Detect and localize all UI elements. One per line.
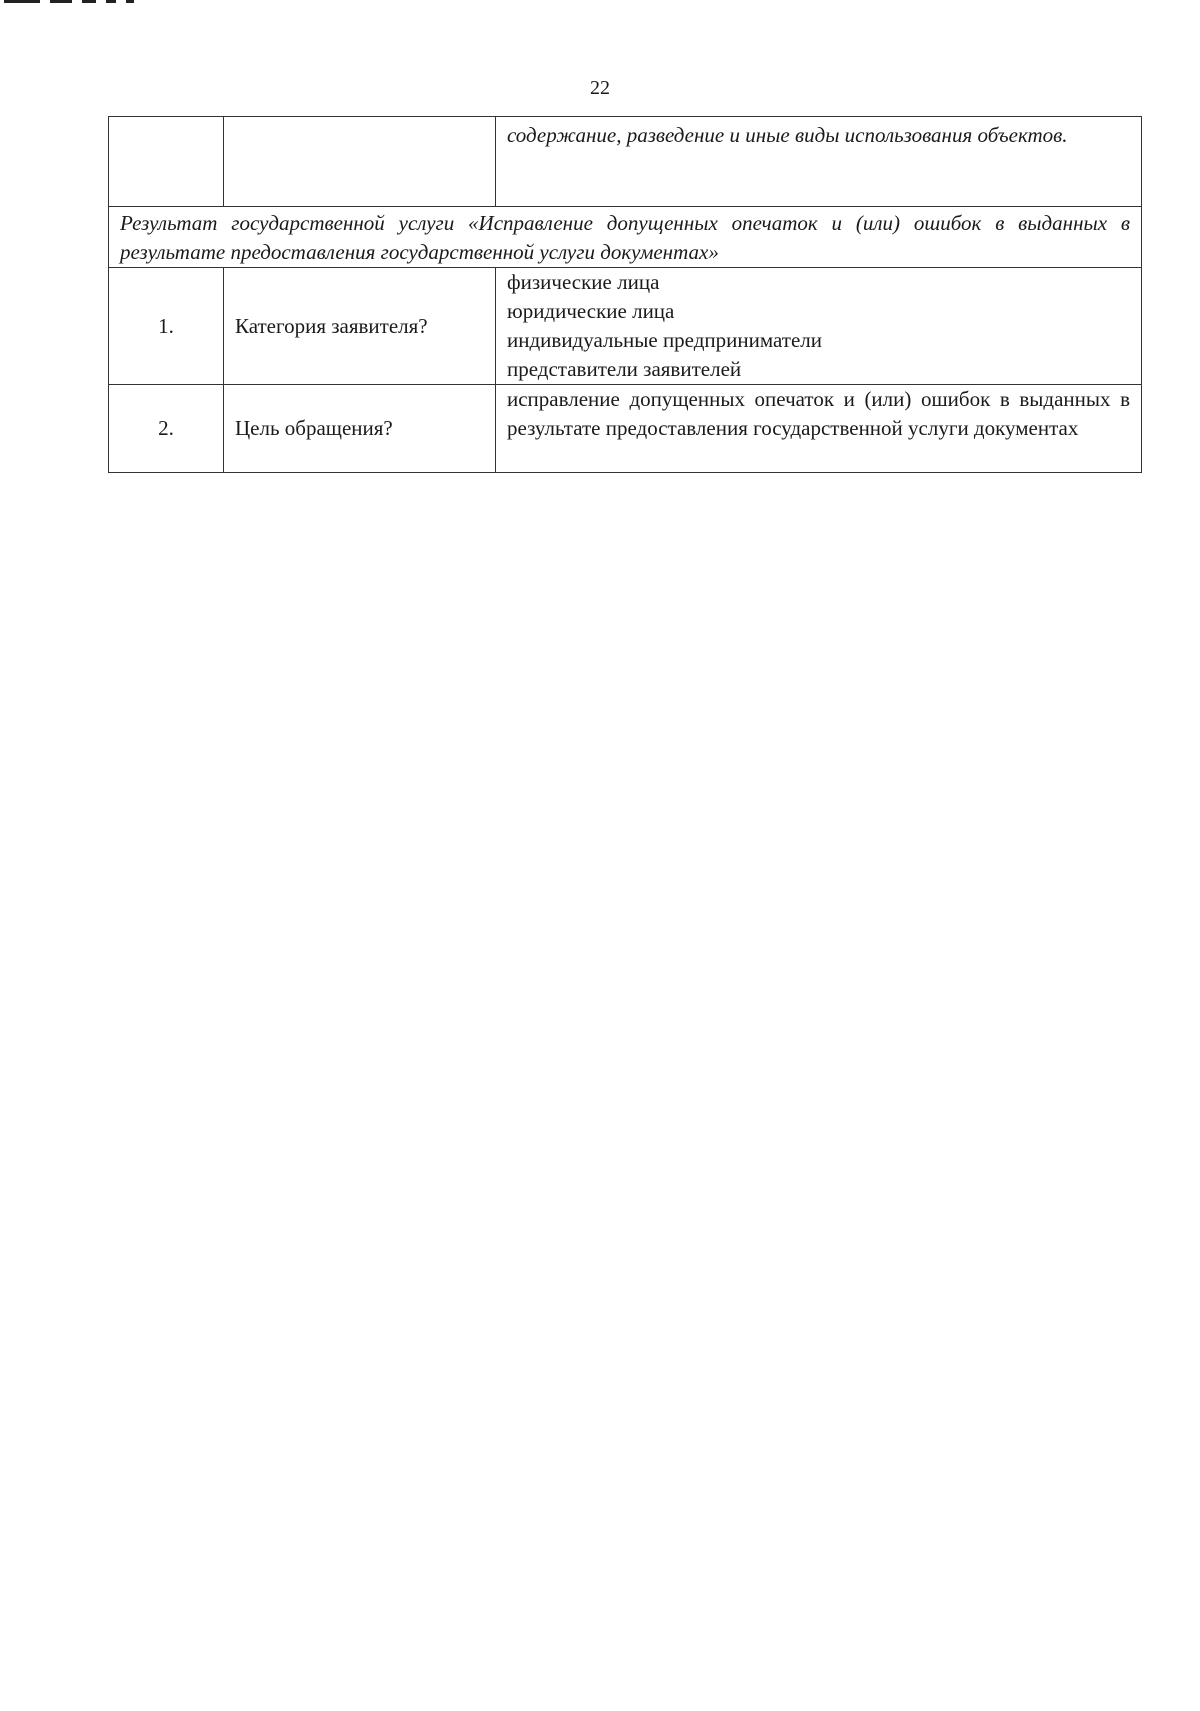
service-result-table — [108, 116, 1142, 473]
page-number: 22 — [590, 77, 610, 99]
row-number: 1. — [109, 268, 224, 385]
answer-item: физические лица — [507, 270, 660, 294]
answer-item: представители заявителей — [507, 357, 742, 381]
table-section-row — [109, 207, 1142, 268]
table-row — [109, 385, 1142, 473]
section-header: Результат государственной услуги «Исправление допущенных опечаток и (или) ошибок в выданных в результате предоставления государственной услуги документах» — [109, 207, 1142, 268]
row-number: 2. — [109, 385, 224, 473]
answer-item: индивидуальные предприниматели — [507, 328, 822, 352]
row-answer-list — [496, 268, 1142, 385]
row-answer: исправление допущенных опечаток и (или) ошибок в выданных в результате предоставления государственной услуги документах — [496, 385, 1142, 473]
row-question: Цель обращения? — [224, 385, 496, 473]
cell-answer-continuation: содержание, разведение и иные виды использования объектов. — [496, 117, 1142, 207]
scan-edge-mark — [4, 0, 134, 3]
table-row — [109, 268, 1142, 385]
cell-question — [224, 117, 496, 207]
cell-number — [109, 117, 224, 207]
table-row-continuation — [109, 117, 1142, 207]
answer-item: юридические лица — [507, 299, 675, 323]
row-question: Категория заявителя? — [224, 268, 496, 385]
